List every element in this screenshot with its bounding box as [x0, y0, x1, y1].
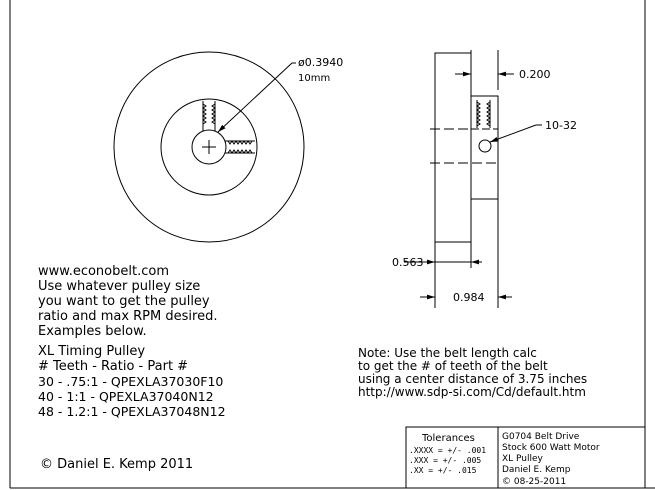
table-header: # Teeth - Ratio - Part # — [38, 359, 189, 374]
title-line: Daniel E. Kemp — [502, 465, 571, 475]
thread-callout-label: 10-32 — [545, 119, 577, 132]
dim-0200 — [455, 50, 514, 90]
thread-leader — [490, 125, 536, 142]
tolerance-line: .XX = +/- .015 — [409, 466, 477, 475]
setscrew-hole-top — [203, 101, 215, 131]
dim-0563-label: 0.563 — [392, 256, 424, 269]
belt-calc-note: using a center distance of 3.75 inches — [358, 372, 588, 386]
note-line: Examples below. — [38, 324, 147, 339]
table-row: 30 - .75:1 - QPEXLA37030F10 — [38, 374, 224, 389]
title-line: XL Pulley — [502, 454, 543, 464]
belt-calc-note: to get the # of teeth of the belt — [358, 359, 548, 373]
front-view — [114, 52, 304, 242]
side-view — [404, 50, 542, 308]
hub-profile — [471, 96, 498, 199]
note-line: you want to get the pulley — [38, 294, 210, 309]
table-row: 40 - 1:1 - QPEXLA37040N12 — [38, 389, 214, 404]
tolerance-line: .XXXX = +/- .001 — [409, 446, 487, 455]
belt-calc-note: Note: Use the belt length calc — [358, 346, 537, 360]
center-mark — [202, 140, 216, 154]
title-line: Stock 600 Watt Motor — [502, 443, 600, 453]
econobelt-url: www.econobelt.com — [38, 264, 169, 279]
note-line: XL Timing Pulley — [38, 344, 146, 359]
tolerance-line: .XXX = +/- .005 — [409, 456, 482, 465]
note-line: ratio and max RPM desired. — [38, 309, 218, 324]
title-line: © 08-25-2011 — [502, 477, 567, 487]
title-line: G0704 Belt Drive — [502, 432, 580, 442]
bore-leader — [218, 63, 292, 132]
dim-0200-label: 0.200 — [519, 68, 551, 81]
table-row: 48 - 1.2:1 - QPEXLA37048N12 — [38, 404, 226, 419]
dim-0984-label: 0.984 — [453, 291, 485, 304]
belt-calc-url: http://www.sdp-si.com/Cd/default.htm — [358, 385, 586, 399]
copyright: © Daniel E. Kemp 2011 — [40, 457, 194, 472]
bore-diameter-label: ø0.3940 — [298, 56, 344, 69]
note-line: Use whatever pulley size — [38, 279, 201, 294]
bore-metric-label: 10mm — [298, 73, 331, 84]
tolerances-heading: Tolerances — [422, 433, 475, 444]
setscrew-hole-side — [225, 141, 255, 153]
flange-profile — [435, 53, 471, 242]
setscrew-threads-side — [477, 100, 490, 128]
tapped-hole — [479, 140, 491, 152]
